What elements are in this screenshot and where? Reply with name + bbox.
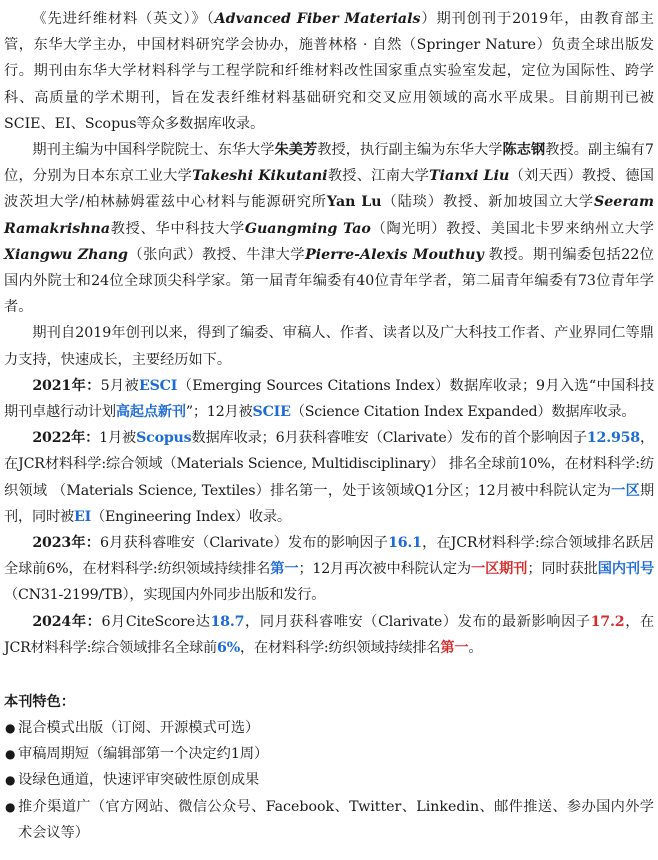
- ei-highlight: EI: [73, 508, 92, 525]
- editors-text: 教授。期刊编委包括22位国内外院士和24位全球顶尖科学家。第一届青年编委有40位青年学者，第二届青年编委有73位青年学者。: [4, 246, 654, 316]
- feature-item: [4, 794, 654, 846]
- scie-highlight: SCIE: [252, 404, 291, 421]
- milestone-2021: [4, 373, 654, 425]
- milestone-text: ，在JCR材料科学:综合领域排名全球前: [4, 613, 654, 656]
- bullet-icon: ●: [5, 773, 16, 788]
- bullet-icon: ●: [5, 799, 16, 814]
- editors-text: 教授、江南大学: [327, 168, 430, 185]
- chief-editor-name: 朱美芳: [274, 142, 318, 159]
- history-paragraph: 期刊自2019年创刊以来，得到了编委、审稿人、作者、读者以及广大科技工作者、产业界同仁等鼎力支持，快速成长，主要经历如下。: [4, 325, 654, 368]
- editors-text: 期刊主编为中国科学院院士、东华大学: [32, 142, 275, 159]
- editors-text: （张向武）教授、牛津大学: [127, 246, 306, 263]
- milestone-text: 数据库收录；6月获科睿唯安（Clarivate）发布的首个影响因子: [191, 430, 587, 447]
- editors-text: （刘天西）教授、德国波茨坦大学/柏林赫姆霍兹中心材料与能源研究所: [4, 168, 654, 211]
- editors-text: 教授。副主编有7位，分别为日本东京工业大学: [4, 142, 654, 185]
- bullet-icon: ●: [5, 721, 16, 736]
- section-spacer: [4, 661, 654, 687]
- domestic-issn-highlight: 国内刊号: [597, 561, 654, 578]
- milestone-text: ，同月获科睿唯安（Clarivate）发布的最新影响因子: [244, 613, 591, 630]
- editors-text: （陶光明）教授、美国北卡罗来纳州立大学: [370, 220, 654, 237]
- feature-text: 审稿周期短（编辑部第一个决定约1周）: [18, 746, 269, 763]
- feature-text: 设绿色通道，快速评审突破性原创成果: [18, 772, 260, 789]
- milestone-text: 1月被: [99, 430, 137, 447]
- associate-editor-name: Seeram Ramakrishna: [4, 194, 654, 237]
- milestone-text: （CN31-2199/TB），实现国内外同步出版和发行。: [4, 587, 326, 604]
- rank-percent-value: 6%: [217, 639, 240, 656]
- associate-editor-name: Xiangwu Zhang: [4, 246, 128, 263]
- intro-text: ）期刊创刊于2019年，由教育部主管，东华大学主办，中国材料研究学会协办，施普林格 · 自然（Springer Nature）负责全球出版发行。期刊由东华大学材料科学与工程学院和纤维材料改性国家重点实验室发起，定位为国际性、跨学科、高质量的学术期刊，旨在发表纤维材料基础研究和交叉应用领域的高水平成果。目前期刊已被SCIE、EI、Scopus等众多数据库收录。: [4, 11, 654, 132]
- intro-paragraph: [4, 6, 654, 137]
- feature-item: [4, 767, 654, 793]
- tier-one-journal-highlight: 一区期刊: [471, 561, 528, 578]
- associate-editor-name: Takeshi Kikutani: [192, 168, 328, 185]
- milestone-text: ”；12月被: [185, 404, 253, 421]
- impact-factor-value: 12.958: [586, 430, 640, 447]
- milestone-text: 。: [468, 639, 483, 656]
- editors-text: 教授，执行副主编为东华大学: [317, 142, 503, 159]
- milestone-2024: [4, 609, 654, 661]
- feature-item: [4, 715, 654, 741]
- features-list: [4, 715, 654, 846]
- features-heading: 本刊特色：: [4, 694, 75, 711]
- associate-editor-name: Pierre-Alexis Mouthuy: [305, 246, 484, 263]
- article: [4, 0, 654, 846]
- editors-paragraph: [4, 137, 654, 320]
- associate-editor-name: Tianxi Liu: [429, 168, 510, 185]
- tier-one-highlight: 一区: [611, 482, 640, 499]
- editors-text: 教授、华中科技大学: [110, 220, 245, 237]
- year-label: 2023年：: [32, 535, 101, 552]
- milestone-text: 6月CiteScore达: [101, 613, 211, 630]
- year-label: 2022年：: [32, 430, 100, 447]
- milestone-text: （Science Citation Index Expanded）数据库收录。: [290, 404, 636, 421]
- journal-english-title: Advanced Fiber Materials: [214, 11, 421, 27]
- milestone-text: ；12月再次被中科院认定为: [298, 561, 471, 578]
- milestone-text: ，在JCR材料科学:综合领域排名跃居全球前6%，在材料科学:纺织领域持续排名: [4, 535, 654, 578]
- bullet-icon: ●: [5, 747, 16, 762]
- milestone-text: 5月被: [100, 377, 139, 394]
- milestone-text: ，在材料科学:纺织领域持续排名: [240, 639, 441, 656]
- feature-text: 推介渠道广（官方网站、微信公众号、Facebook、Twitter、Linkedin、邮件推送、参办国内外学术会议等）: [18, 798, 654, 841]
- rank-first-highlight: 第一: [440, 639, 469, 656]
- esci-highlight: ESCI: [138, 377, 178, 394]
- rank-first-highlight: 第一: [270, 561, 299, 578]
- milestone-text: ；同时获批: [527, 561, 598, 578]
- milestone-text: （Engineering Index）收录。: [91, 508, 291, 525]
- associate-editor-name: Yan Lu: [326, 194, 382, 211]
- year-label: 2021年：: [32, 377, 101, 394]
- impact-factor-value: 17.2: [590, 613, 625, 630]
- milestone-text: ，在JCR材料科学:综合领域（Materials Science, Multidisciplinary） 排名全球前10%，在材料科学:纺织领域 （Materials Science, Textiles）排名第一，处于该领域Q1分区；12月被中科院认定为: [4, 430, 654, 499]
- milestone-text: （Emerging Sources Citations Index）数据库收录；9月入选“中国科技期刊卓越行动计划: [4, 377, 654, 421]
- milestone-text: 6月获科睿唯安（Clarivate）发布的影响因子: [100, 535, 389, 552]
- scopus-highlight: Scopus: [136, 430, 192, 447]
- executive-editor-name: 陈志钢: [502, 142, 546, 159]
- intro-open: 《先进纤维材料（英文）》（: [32, 11, 215, 27]
- milestone-text: 期刊，同时被: [4, 482, 654, 525]
- feature-text: 混合模式出版（订阅、开源模式可选）: [18, 720, 260, 737]
- milestone-2023: [4, 530, 654, 609]
- associate-editor-name: Guangming Tao: [244, 220, 371, 237]
- impact-factor-value: 16.1: [388, 535, 422, 552]
- feature-item: [4, 741, 654, 767]
- citescore-value: 18.7: [210, 613, 245, 630]
- editors-text: （陆琰）教授、新加坡国立大学: [381, 194, 595, 211]
- gaoqidian-highlight: 高起点新刊: [115, 404, 186, 421]
- year-label: 2024年：: [32, 613, 102, 630]
- milestone-2022: [4, 425, 654, 530]
